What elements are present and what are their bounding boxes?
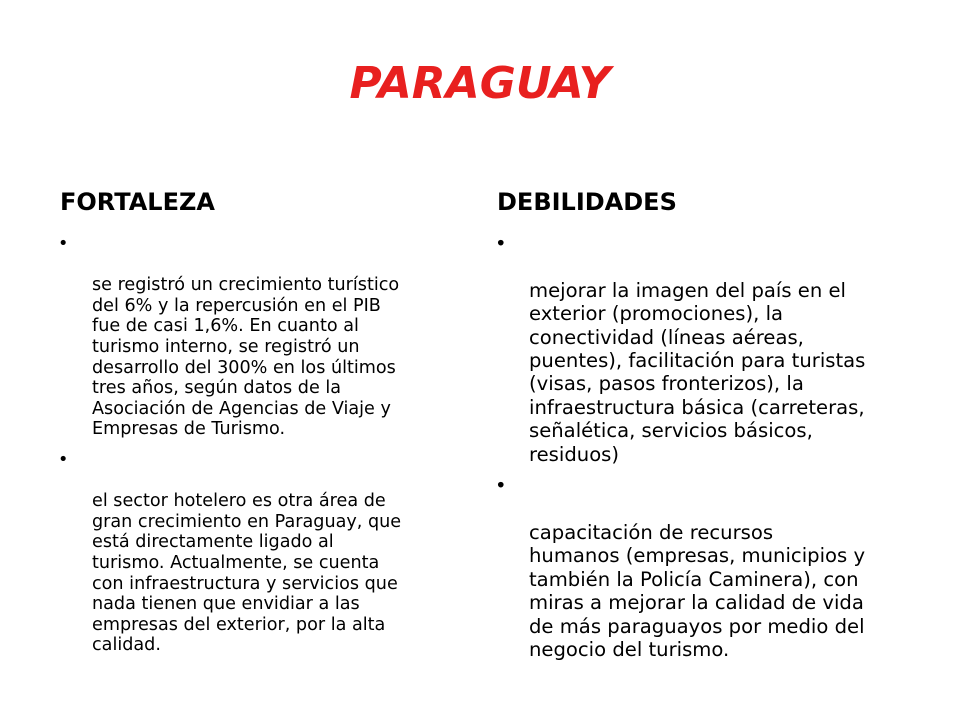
bullet-text: mejorar la imagen del país en el exterior (promociones), la conectividad (líneas aéreas, puentes), facilitación para turistas (visas, pasos fronterizos), la infraestructura básica (carreteras, señalética, servicios básicos, residuos)	[529, 278, 866, 466]
bullet-icon: •	[495, 474, 507, 498]
list-item	[495, 474, 915, 661]
bullet-text: capacitación de recursos humanos (empresas, municipios y también la Policía Caminera), con miras a mejorar la calidad de vida de más paraguayos por medio del negocio del turismo.	[529, 520, 866, 661]
bullet-icon: •	[495, 232, 507, 255]
bullet-icon: •	[58, 449, 69, 470]
list-item	[58, 234, 458, 440]
fortaleza-list	[58, 234, 458, 666]
list-item	[495, 232, 915, 466]
debilidades-list	[495, 232, 915, 669]
list-item	[58, 450, 458, 656]
fortaleza-heading: FORTALEZA	[60, 188, 215, 216]
bullet-icon: •	[58, 234, 69, 254]
slide-title: PARAGUAY	[349, 58, 611, 109]
bullet-text: se registró un crecimiento turístico del 6% y la repercusión en el PIB fue de casi 1,6%. En cuanto al turismo interno, se registró un desarrollo del 300% en los últimos tres años, según datos de la Asociación de Agencias de Viaje y Empresas de Turismo.	[92, 275, 400, 440]
bullet-text: el sector hotelero es otra área de gran crecimiento en Paraguay, que está directamente ligado al turismo. Actualmente, se cuenta con infraestructura y servicios que nada tienen que envidiar a las empresas del exterior, por la alta calidad.	[92, 491, 402, 656]
debilidades-heading: DEBILIDADES	[497, 188, 677, 216]
